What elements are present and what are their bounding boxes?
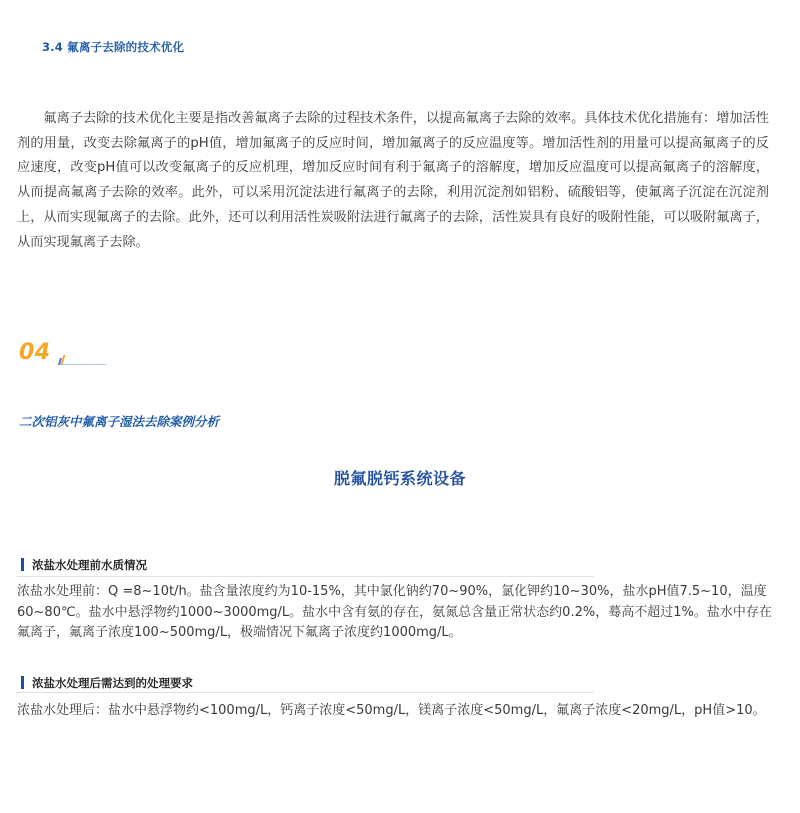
equipment-title: 脱氟脱钙系统设备 [333, 469, 466, 488]
chapter-underline [62, 364, 106, 365]
chapter-number: 04 [19, 340, 51, 365]
section-paragraph: 氟离子去除的技术优化主要是指改善氟离子去除的过程技术条件，以提高氟离子去除的效率。具体技术优化措施有：增加活性剂的用量，改变去除氟离子的pH值，增加氟离子的反应时间，增加氟离子的反应温度等。增加活性剂的用量可以提高氟离子的反应速度，改变pH值可以改变氟离子的反应机理，增加反应时间有利于氟离子的溶解度，增加反应温度可以提高氟离子的溶解度，从而提高氟离子去除的效率。此外，可以采用沉淀法进行氟离子的去除，利用沉淀剂如铝粉、硫酸铝等，使氟离子沉淀在沉淀剂上，从而实现氟离子的去除。此外，还可以利用活性炭吸附法进行氟离子的去除，活性炭具有良好的吸附性能，可以吸附氟离子，从而实现氟离子去除。 [17, 111, 769, 250]
subheading-marker [21, 558, 24, 571]
subheading-after-label: 浓盐水处理后需达到的处理要求 [32, 676, 193, 690]
chapter-number-block [19, 340, 51, 365]
before-text: 浓盐水处理前：Q =8~10t/h。盐含量浓度约为10-15%，其中氯化钠约70~90%，氯化钾约10~30%，盐水pH值7.5~10，温度60~80℃。盐水中悬浮物约1000~3000mg/L。盐水中含有氨的存在，氨氮总含量正常状态约0.2%，蓦高不超过1%。盐水中存在氟离子，氟离子浓度100~500mg/L，极端情况下氟离子浓度约1000mg/L。 [17, 584, 772, 640]
after-text: 浓盐水处理后：盐水中悬浮物约<100mg/L，钙离子浓度<50mg/L，镁离子浓度<50mg/L，氟离子浓度<20mg/L，pH值>10。 [17, 703, 766, 718]
subheading-before-label: 浓盐水处理前水质情况 [32, 558, 147, 572]
subheading-marker [21, 676, 24, 689]
section-title: 3.4 氟离子去除的技术优化 [42, 40, 185, 54]
chapter-title: 二次铝灰中氟离子湿法去除案例分析 [19, 414, 220, 429]
subheading-divider [17, 576, 594, 577]
subheading-divider [17, 692, 594, 693]
